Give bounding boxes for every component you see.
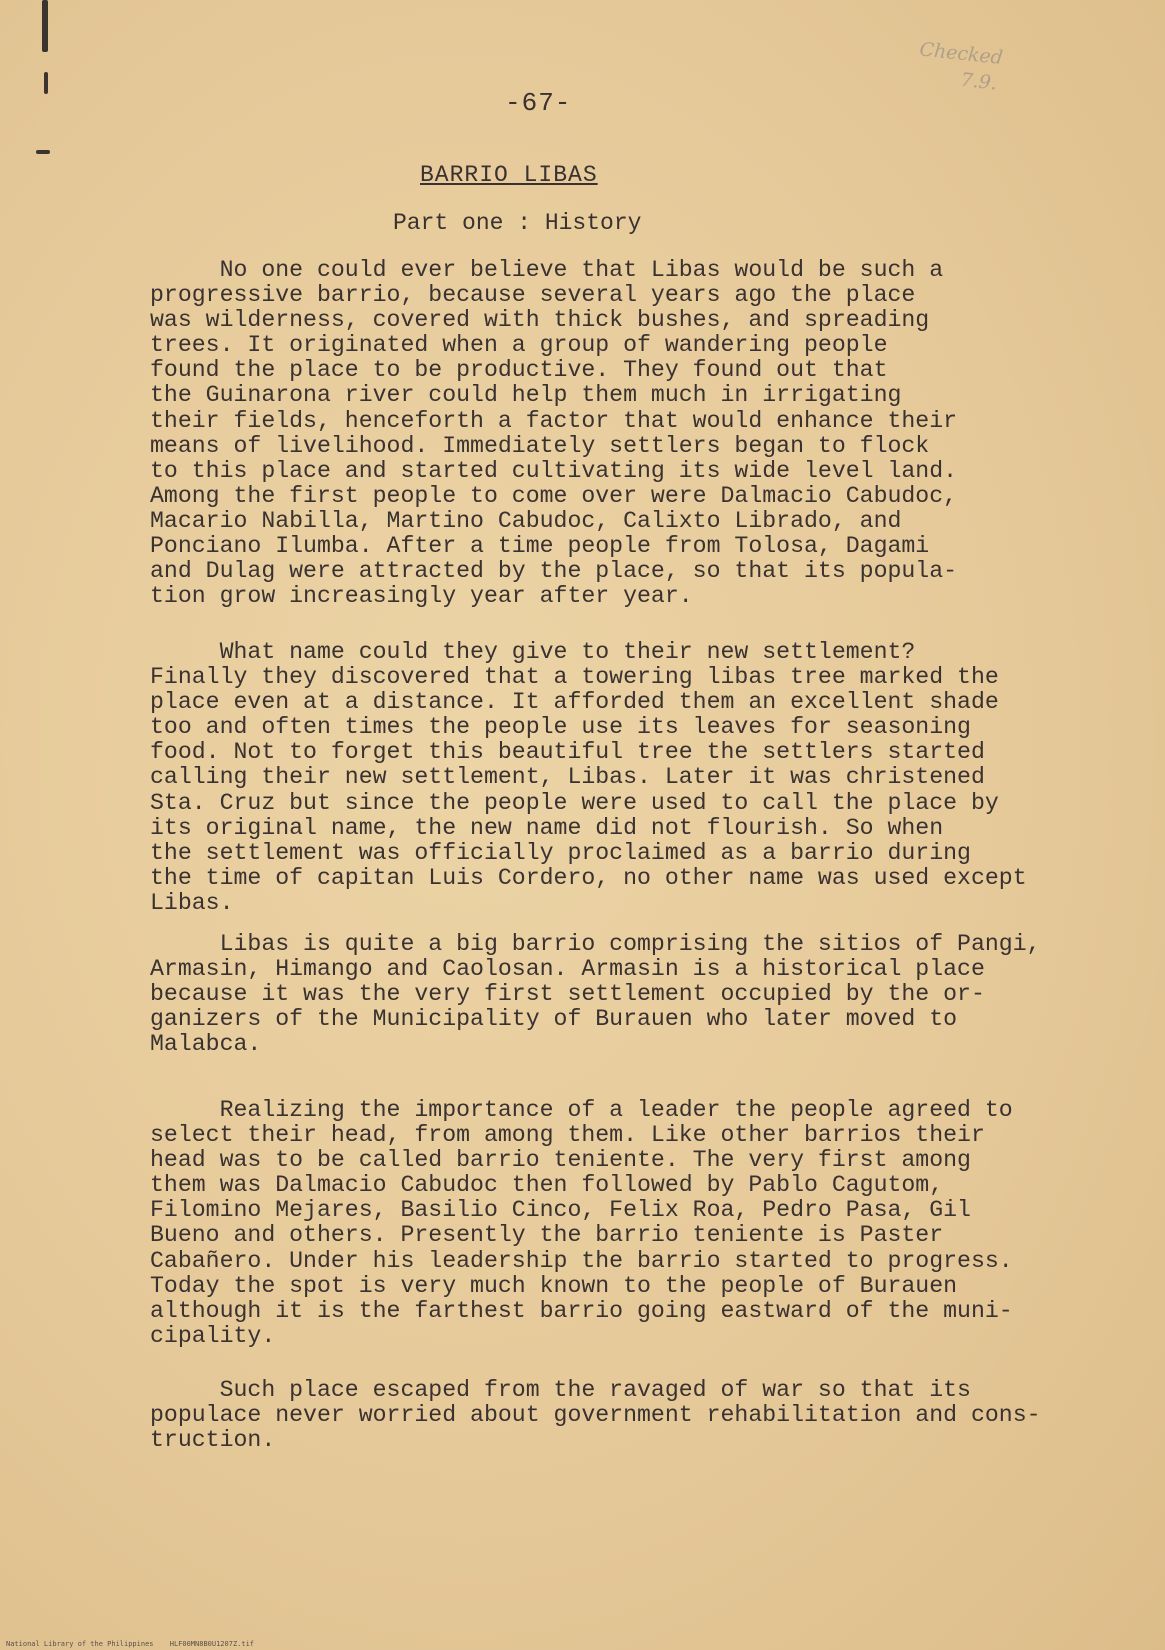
page-number: -67-: [505, 88, 572, 118]
paragraph-history: No one could ever believe that Libas would be such a progressive barrio, because several years ago the place was wilderness, covered with thick bushes, and spreading trees. It originated when a group of wandering people found the place to be productive. They found out that the Guinarona river could help them much in irrigating their fields, henceforth a factor that would enhance their means of livelihood. Immediately settlers began to flock to this place and started cultivating its wide level land. Among the first people to come over were Dalmacio Cabudoc, Macario Nabilla, Martino Cabudoc, Calixto Librado, and Ponciano Ilumba. After a time people from Tolosa, Dagami and Dulag were attracted by the place, so that its popula- tion grow increasingly year after year.: [150, 257, 958, 610]
page-title: BARRIO LIBAS: [420, 162, 598, 188]
paragraph-leaders: Realizing the importance of a leader the people agreed to select their head, from among them. Like other barrios their head was to be called barrio teniente. The very first among them was Dalmacio Cabudoc then followed by Pablo Cagutom, Filomino Mejares, Basilio Cinco, Felix Roa, Pedro Pasa, Gil Bueno and others. Presently the barrio teniente is Paster Cabañero. Under his leadership the barrio started to progress. Today the spot is very much known to the people of Burauen although it is the farthest barrio going eastward of the muni- cipality.: [150, 1097, 1013, 1349]
paragraph-sitios: Libas is quite a big barrio comprising the sitios of Pangi, Armasin, Himango and Caolosan. Armasin is a historical place because it was the very first settlement occupied by the or- ganizers of the Municipality of Burauen who later moved to Malabca.: [150, 931, 1041, 1058]
paragraph-name: What name could they give to their new settlement? Finally they discovered that a towering libas tree marked the place even at a distance. It afforded them an excellent shade too and often times the people use its leaves for seasoning food. Not to forget this beautiful tree the settlers started calling their new settlement, Libas. Later it was christened Sta. Cruz but since the people were used to call the place by its original name, the new name did not flourish. So when the settlement was officially proclaimed as a barrio during the time of capitan Luis Cordero, no other name was used except Libas.: [150, 639, 1027, 916]
paragraph-war: Such place escaped from the ravaged of war so that its populace never worried about government rehabilitation and cons- truction.: [150, 1377, 1041, 1454]
binding-mark: [36, 150, 50, 154]
binding-mark: [44, 72, 48, 94]
scan-footer: National Library of the Philippines HLF00MN8B0U1207Z.tif: [6, 1640, 255, 1648]
section-subtitle: Part one : History: [393, 210, 642, 236]
binding-mark: [42, 0, 48, 52]
checked-annotation: Checked 7.9.: [918, 38, 1004, 95]
